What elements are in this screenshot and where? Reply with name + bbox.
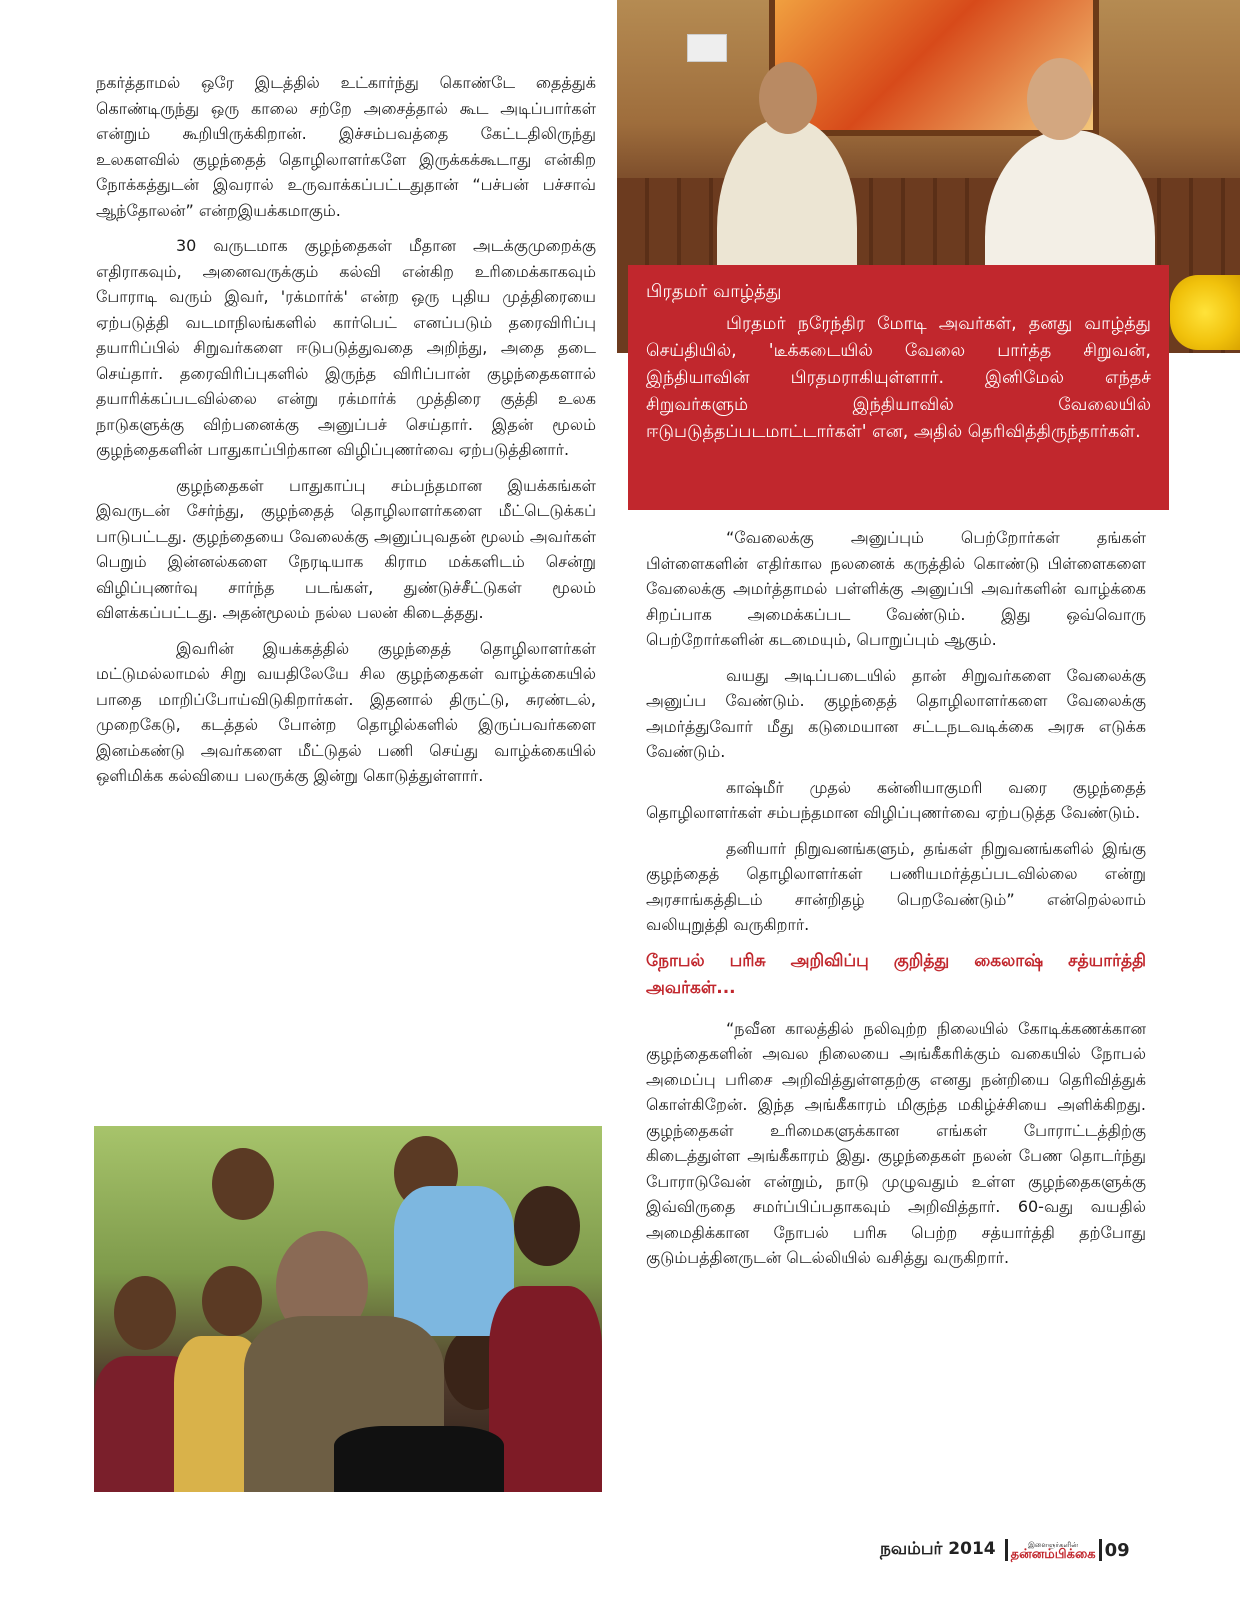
right-paragraph-4: தனியார் நிறுவனங்களும், தங்கள் நிறுவனங்களில் இங்கு குழந்தைத் தொழிலாளர்கள் பணியமர்த்தப்படவில்லை என்று அரசாங்கத்திடம் சான்றிதழ் பெறவேண்டும்” என்றெல்லாம் வலியுறுத்தி வருகிறார். xyxy=(646,838,1146,934)
child-head xyxy=(212,1148,274,1220)
footer-divider xyxy=(1005,1539,1008,1561)
left-paragraph-1: நகர்த்தாமல் ஒரே இடத்தில் உட்கார்ந்து கொண்டே தைத்துக் கொண்டிருந்து ஒரு காலை சற்றே அசைத்தால் கூட அடிப்பார்கள் என்றும் கூறியிருக்கிறான். இச்சம்பவத்தை கேட்டதிலிருந்து உலகளவில் குழந்தைத் தொழிலாளர்களே இருக்கக்கூடாது என்கிற நோக்கத்துடன் இவரால் உருவாக்கப்பட்டதுதான் “பச்பன் பச்சாவ் ஆந்தோலன்” என்றஇயக்கமாகும். xyxy=(96,73,596,220)
right-paragraph-1: “வேலைக்கு அனுப்பும் பெற்றோர்கள் தங்கள் பிள்ளைகளின் எதிர்கால நலனைக் கருத்தில் கொண்டு பிள்ளைகளை வேலைக்கு அமர்த்தாமல் பள்ளிக்கு அனுப்பி அவர்களின் வாழ்க்கை சிறப்பாக அமைக்கப்பட வேண்டும். இது ஒவ்வொரு பெற்றோர்களின் கடமையும், பொறுப்பும் ஆகும். xyxy=(646,528,1146,649)
child-head xyxy=(202,1266,262,1336)
right-closing-paragraph: “நவீன காலத்தில் நலிவுற்ற நிலையில் கோடிக்கணக்கான குழந்தைகளின் அவல நிலையை அங்கீகரிக்கும் வகையில் நோபல் அமைப்பு பரிசை அறிவித்துள்ளதற்கு எனது நன்றியை தெரிவித்துக் கொள்கிறேன். இந்த அங்கீகாரம் மிகுந்த மகிழ்ச்சியை அளிக்கிறது. குழந்தைகள் உரிமைகளுக்கான எங்கள் போராட்டத்திற்கு கிடைத்துள்ள அங்கீகாரம் இது. குழந்தைகள் நலன் பேண தொடர்ந்து போராடுவேன் என்றும், நாடு முழுவதும் உள்ள குழந்தைகளுக்கு இவ்விருதை சமர்ப்பிப்பதாகவும் அறிவித்தார். 60-வது வயதில் அமைதிக்கான நோபல் பரிசு பெற்ற சத்யார்த்தி தற்போது குடும்பத்தினருடன் டெல்லியில் வசித்து வருகிறார். xyxy=(646,1018,1146,1267)
pm-wishes-text: பிரதமர் நரேந்திர மோடி அவர்கள், தனது வாழ்த்து செய்தியில், 'டீக்கடையில் வேலை பார்த்த சிறுவன், இந்தியாவின் பிரதமராகியுள்ளார். இனிமேல் எந்தச் சிறுவர்களும் இந்தியாவில் வேலையில் ஈடுபடுத்தப்படமாட்டார்கள்' என, அதில் தெரிவித்திருந்தார்கள். xyxy=(646,314,1151,442)
left-paragraph-4: இவரின் இயக்கத்தில் குழந்தைத் தொழிலாளர்கள் மட்டுமல்லாமல் சிறு வயதிலேயே சில குழந்தைகள் வாழ்க்கையில் பாதை மாறிப்போய்விடுகிறார்கள். இதனால் திருட்டு, சுரண்டல், முறைகேடு, கடத்தல் போன்ற தொழில்களில் இருப்பவர்களை இனம்கண்டு அவர்களை மீட்டுதல் பணி செய்து வாழ்க்கையில் ஒளிமிக்க கல்வியை பலருக்கு இன்று கொடுத்துள்ளார். xyxy=(96,638,596,785)
right-paragraph-3: காஷ்மீர் முதல் கன்னியாகுமரி வரை குழந்தைத் தொழிலாளர்கள் சம்பந்தமான விழிப்புணர்வை ஏற்படுத்த வேண்டும். xyxy=(646,777,1146,822)
flower-decoration xyxy=(1170,275,1240,350)
page-footer xyxy=(880,1535,1130,1565)
magazine-logo xyxy=(1011,1540,1096,1560)
magazine-tagline: இளைஞர்களின் xyxy=(1028,1541,1079,1549)
magazine-name: தன்னம்பிக்கை xyxy=(1010,1547,1096,1562)
children-photo xyxy=(94,1126,602,1492)
right-paragraph-2: வயது அடிப்படையில் தான் சிறுவர்களை வேலைக்கு அனுப்ப வேண்டும். குழந்தைத் தொழிலாளர்களை வேலைக்கு அமர்த்துவோர் மீது கடுமையான சட்டநடவடிக்கை அரசு எடுக்க வேண்டும். xyxy=(646,665,1146,761)
wall-switch xyxy=(687,34,727,62)
right-column xyxy=(646,525,1146,1281)
nobel-subheading: நோபல் பரிசு அறிவிப்பு குறித்து கைலாஷ் சத்யார்த்தி அவர்கள்... xyxy=(646,950,1146,998)
pm-wishes-title: பிரதமர் வாழ்த்து xyxy=(646,281,782,302)
pm-wishes-box xyxy=(628,265,1169,510)
issue-date: நவம்பர் 2014 xyxy=(880,1539,996,1559)
child-head xyxy=(514,1186,580,1266)
left-paragraph-3: குழந்தைகள் பாதுகாப்பு சம்பந்தமான இயக்கங்கள் இவருடன் சேர்ந்து, குழந்தைத் தொழிலாளர்களை மீட்டெடுக்கப் பாடுபட்டது. குழந்தையை வேலைக்கு அனுப்புவதன் மூலம் அவர்கள் பெறும் இன்னல்களை நேரடியாக கிராம மக்களிடம் சென்று விழிப்புணர்வு சார்ந்த படங்கள், துண்டுச்சீட்டுகள் மூலம் விளக்கப்பட்டது. அதன்மூலம் நல்ல பலன் கிடைத்தது. xyxy=(96,475,596,622)
child-head xyxy=(114,1276,176,1350)
child-shirt xyxy=(489,1286,602,1492)
footer-divider xyxy=(1099,1539,1102,1561)
left-paragraph-2: 30 வருடமாக குழந்தைகள் மீதான அடக்குமுறைக்கு எதிராகவும், அனைவருக்கும் கல்வி என்கிற உரிமைக்காகவும் போராடி வரும் இவர், 'ரக்மார்க்' என்ற ஒரு புதிய முத்திரையை ஏற்படுத்தி வடமாநிலங்களில் கார்பெட் எனப்படும் தரைவிரிப்பு தயாரிப்பில் சிறுவர்களை ஈடுபடுத்துவதை அறிந்து, அதை தடை செய்தார். தரைவிரிப்புகளில் இருந்த விரிப்பான் குழந்தைகளால் தயாரிக்கப்படவில்லை என்று ரக்மார்க் முத்திரை குத்தி உலக நாடுகளுக்கு விற்பனைக்கு அனுப்பச் செய்தார். இதன் மூலம் குழந்தைகளின் பாதுகாப்பிற்கான விழிப்புணர்வை ஏற்படுத்தினார். xyxy=(96,236,596,459)
page-number: 09 xyxy=(1104,1539,1130,1561)
child-shirt xyxy=(334,1426,504,1492)
left-column xyxy=(96,70,596,799)
